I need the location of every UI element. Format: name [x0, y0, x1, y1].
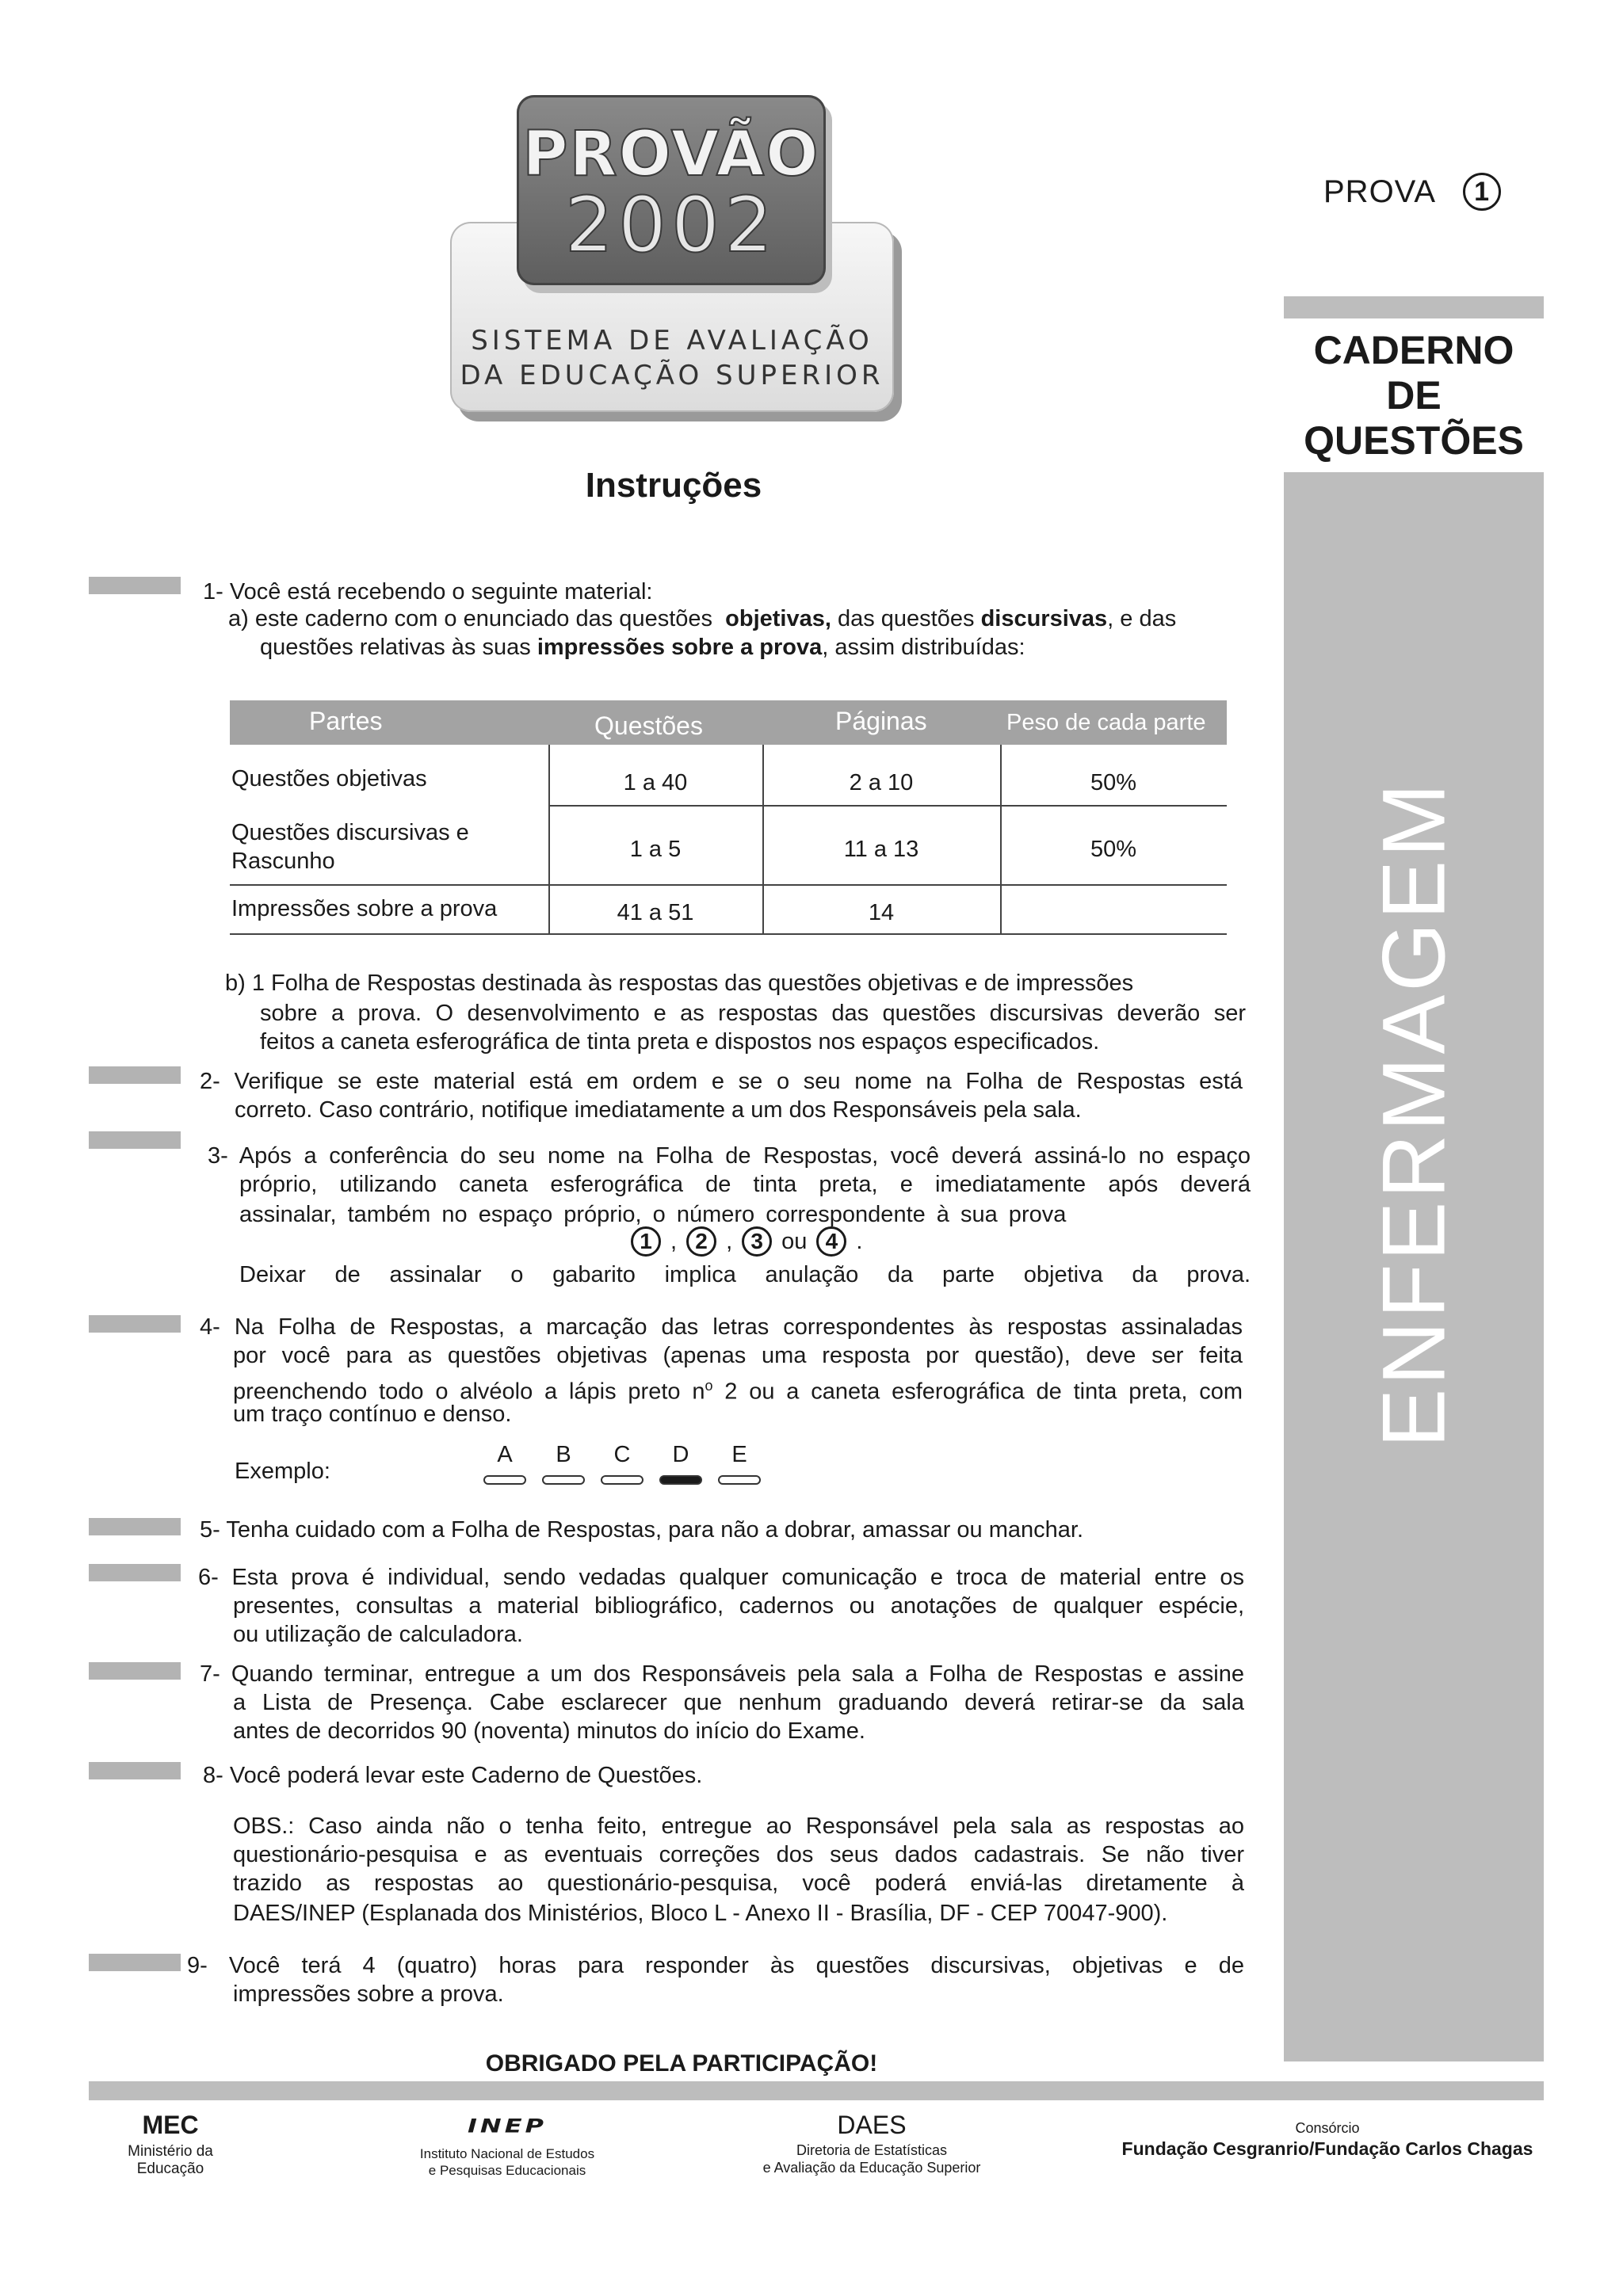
item-bar-2 [89, 1066, 181, 1084]
item-bar-8 [89, 1762, 181, 1779]
table-cell: Questões objetivas [231, 766, 427, 791]
item-bar-5 [89, 1518, 181, 1535]
th-partes: Partes [309, 707, 383, 735]
item6-line1: 6- Esta prova é individual, sendo vedadas qualquer comunicação e troca de material entre os [198, 1565, 1244, 1590]
item1-a-line2 [260, 632, 1025, 662]
example-bubble-b [542, 1475, 585, 1485]
table-cell: 50% [1090, 837, 1137, 862]
item7-line1: 7- Quando terminar, entregue a um dos Responsáveis pela sala a Folha de Respostas e assine [200, 1661, 1244, 1687]
mec-subtitle-line1: Ministério da [128, 2143, 213, 2160]
item1-a-text-end: , e das [1107, 606, 1177, 631]
table-hline [230, 884, 1227, 886]
instructions-title: Instruções [585, 466, 762, 505]
course-name: ENFERMAGEM [1364, 780, 1464, 1448]
caderno-line2: DE [1386, 373, 1442, 418]
logo-year: 2002 [564, 181, 778, 269]
item1-a-l2-text: questões relativas às suas [260, 635, 531, 660]
prova-option-1-circle: 1 [631, 1226, 661, 1257]
footer-inep [404, 2111, 610, 2179]
table-cell: 1 a 5 [629, 837, 682, 862]
logo-subtitle-line1: SISTEMA DE AVALIAÇÃO [471, 325, 873, 357]
option-separator: ou [781, 1229, 808, 1254]
footer-consorcio [1102, 2120, 1553, 2160]
table-cell: 1 a 40 [623, 770, 688, 795]
example-bubble-d-filled [659, 1475, 702, 1485]
item8-obs-line2: questionário-pesquisa e as eventuais correções dos seus dados cadastrais. Se não tiver [233, 1842, 1244, 1867]
table-cell: 50% [1090, 770, 1137, 795]
item-bar-9 [89, 1954, 181, 1971]
table-cell: 2 a 10 [849, 770, 914, 795]
inep-subtitle-line2: e Pesquisas Educacionais [428, 2163, 586, 2178]
item1b-line1: b) 1 Folha de Respostas destinada às respostas das questões objetivas e de impressões [225, 971, 1134, 996]
item9-line2: impressões sobre a prova. [233, 1981, 504, 2007]
item6-line2: presentes, consultas a material bibliográfico, cadernos ou anotações de qualquer espécie, [233, 1593, 1244, 1619]
table-cell: 14 [868, 900, 895, 925]
item-bar-6 [89, 1564, 181, 1581]
item1-a-bold-discursivas: discursivas [980, 606, 1108, 631]
item4-line1: 4- Na Folha de Respostas, a marcação das letras correspondentes às respostas assinaladas [200, 1314, 1243, 1340]
item2-line1: 2- Verifique se este material está em ordem e se o seu nome na Folha de Respostas está [200, 1069, 1243, 1094]
item1-a-bold-objetivas: objetivas, [725, 606, 831, 631]
item8-obs-line4: DAES/INEP (Esplanada dos Ministérios, Bloco L - Anexo II - Brasília, DF - CEP 70047-900). [233, 1901, 1168, 1926]
th-questoes: Questões [594, 711, 703, 740]
consorcio-label: Consórcio [1295, 2120, 1360, 2136]
item7-line3: antes de decorridos 90 (noventa) minutos do início do Exame. [233, 1718, 865, 1744]
footer-bar [89, 2081, 1544, 2100]
item1-a-line1 [228, 604, 1244, 634]
table-hline [548, 805, 1227, 807]
item-bar-7 [89, 1662, 181, 1680]
mec-subtitle-line2: Educação [136, 2161, 204, 2177]
item-bar-3 [89, 1131, 181, 1149]
inep-subtitle-line1: Instituto Nacional de Estudos [419, 2146, 595, 2161]
example-bubble-c [601, 1475, 643, 1485]
prova-number-circle: 1 [1463, 173, 1501, 211]
right-band [1284, 296, 1544, 318]
footer-daes [729, 2111, 1014, 2176]
table-cell: 11 a 13 [843, 837, 919, 862]
table-header [230, 700, 1227, 745]
example-bubble-e [718, 1475, 761, 1485]
item-bar-1 [89, 577, 181, 594]
th-paginas: Páginas [835, 707, 927, 735]
daes-subtitle-line1: Diretoria de Estatísticas [796, 2142, 948, 2158]
item8-line1: 8- Você poderá levar este Caderno de Questões. [203, 1763, 703, 1788]
prova-option-4-circle: 4 [816, 1226, 846, 1257]
prova-option-3-circle: 3 [742, 1226, 772, 1257]
logo-subtitle-line2: DA EDUCAÇÃO SUPERIOR [460, 360, 884, 391]
item8-obs-line3: trazido as respostas ao questionário-pesquisa, você poderá enviá-las diretamente à [233, 1871, 1244, 1896]
prova-text: PROVA [1323, 174, 1437, 209]
logo-block [517, 95, 826, 285]
item2-line2: correto. Caso contrário, notifique imediatamente a um dos Responsáveis pela sala. [235, 1097, 1082, 1123]
item3-line2: próprio, utilizando caneta esferográfica de tinta preta, e imediatamente após deverá [239, 1172, 1251, 1197]
daes-logo-text: DAES [837, 2111, 907, 2139]
inep-logo: INEP [468, 2114, 547, 2138]
item1b-line3: feitos a caneta esferográfica de tinta preta e dispostos nos espaços especificados. [260, 1029, 1100, 1055]
option-separator: , [670, 1229, 678, 1254]
table-cell: 41 a 51 [617, 900, 694, 925]
answer-example [483, 1442, 785, 1489]
logo-title: PROVÃO [522, 119, 820, 190]
item4-line2: por você para as questões objetivas (apenas uma resposta por questão), deve ser feita [233, 1343, 1243, 1368]
option-separator: . [856, 1229, 863, 1254]
item1-a-text-mid: das questões [837, 606, 975, 631]
example-letter-e: E [731, 1442, 747, 1467]
table-hline [230, 933, 1227, 935]
item7-line2: a Lista de Presença. Cabe esclarecer que nenhum graduando deverá retirar-se da sala [233, 1690, 1244, 1715]
course-column [1284, 472, 1544, 2061]
item4-line3-end: 2 ou a caneta esferográfica de tinta preta, com [712, 1379, 1243, 1405]
option-separator: , [726, 1229, 733, 1254]
item3-prova-options [631, 1226, 862, 1257]
caderno-de-questoes [1284, 328, 1544, 463]
example-letter-b: B [556, 1442, 571, 1467]
table-cell: Questões discursivas e [231, 820, 469, 845]
item4-superscript: o [705, 1378, 713, 1394]
item5-line1: 5- Tenha cuidado com a Folha de Respostas, para não a dobrar, amassar ou manchar. [200, 1517, 1084, 1543]
item4-line4: um traço contínuo e denso. [233, 1402, 512, 1427]
provao-logo [444, 95, 919, 428]
example-bubble-a [483, 1475, 526, 1485]
item1-a-l2-end: , assim distribuídas: [822, 635, 1025, 660]
item1-a-bold-impressoes: impressões sobre a prova [537, 635, 823, 660]
item1-intro: 1- Você está recebendo o seguinte material: [203, 579, 653, 605]
thanks-message: OBRIGADO PELA PARTICIPAÇÃO! [485, 2050, 878, 2077]
item3-line1: 3- Após a conferência do seu nome na Folha de Respostas, você deverá assiná-lo no espaço [208, 1143, 1251, 1169]
prova-label [1323, 173, 1501, 211]
example-letter-a: A [497, 1442, 513, 1467]
item3-line3: assinalar, também no espaço próprio, o número correspondente à sua prova [239, 1202, 1067, 1227]
item1b-line2: sobre a prova. O desenvolvimento e as respostas das questões discursivas deverão ser [260, 1001, 1246, 1026]
item3-line4: Deixar de assinalar o gabarito implica anulação da parte objetiva da prova. [239, 1262, 1251, 1287]
table-cell: Rascunho [231, 849, 335, 874]
item4-line3-pre: preenchendo todo o alvéolo a lápis preto n [233, 1379, 705, 1405]
caderno-line1: CADERNO [1313, 328, 1514, 372]
consorcio-name: Fundação Cesgranrio/Fundação Carlos Chagas [1121, 2138, 1533, 2159]
item8-obs-line1: OBS.: Caso ainda não o tenha feito, entregue ao Responsável pela sala as respostas ao [233, 1814, 1244, 1839]
item-bar-4 [89, 1315, 181, 1333]
example-letter-c: C [613, 1442, 631, 1467]
item9-line1: 9- Você terá 4 (quatro) horas para responder às questões discursivas, objetivas e de [187, 1953, 1244, 1978]
daes-subtitle-line2: e Avaliação da Educação Superior [762, 2160, 981, 2176]
item1-a-text: a) este caderno com o enunciado das questões [228, 606, 713, 631]
th-peso: Peso de cada parte [1006, 710, 1206, 735]
footer-mec [95, 2111, 246, 2178]
example-letter-d: D [672, 1442, 689, 1467]
parts-table [230, 745, 1227, 935]
caderno-line3: QUESTÕES [1304, 418, 1524, 463]
mec-logo-text: MEC [142, 2111, 199, 2139]
example-label: Exemplo: [235, 1459, 330, 1484]
table-cell: Impressões sobre a prova [231, 896, 498, 921]
prova-option-2-circle: 2 [686, 1226, 716, 1257]
item6-line3: ou utilização de calculadora. [233, 1622, 523, 1647]
